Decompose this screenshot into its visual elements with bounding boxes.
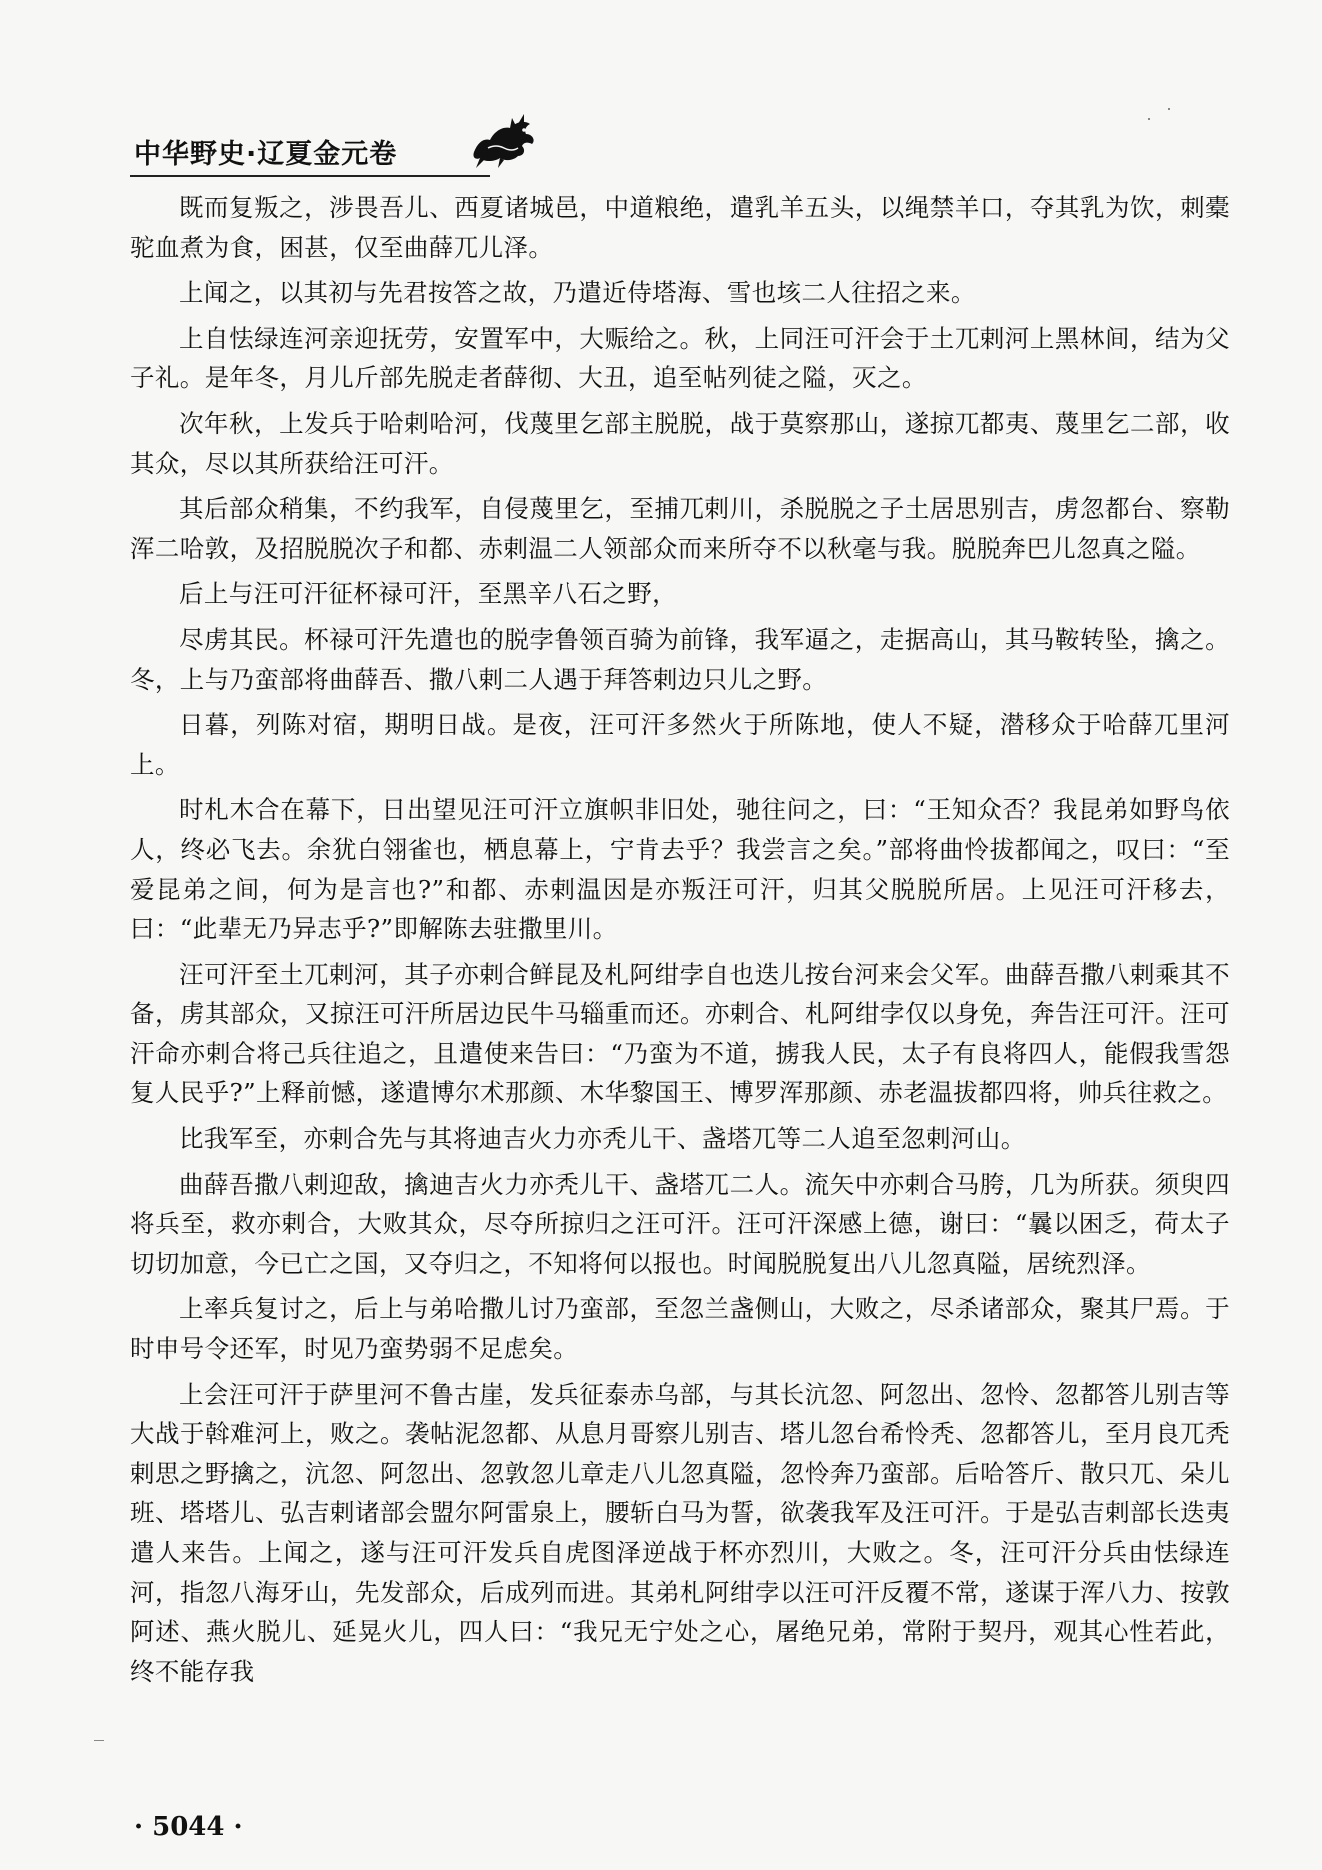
- paragraph: 次年秋，上发兵于哈剌哈河，伐蔑里乞部主脱脱，战于莫察那山，遂掠兀都夷、蔑里乞二部，收其众，尽以其所获给汪可汗。: [130, 408, 1230, 478]
- paragraph: 其后部众稍集，不约我军，自侵蔑里乞，至捕兀剌川，杀脱脱之子土居思别吉，虏忽都台、察勒浑二哈敦，及招脱脱次子和都、赤剌温二人领部众而来所夺不以秋毫与我。脱脱奔巴儿忽真之隘。: [130, 494, 1230, 563]
- paragraph: 后上与汪可汗征杯禄可汗，至黑辛八石之野，: [179, 579, 677, 609]
- page-number: · 5044 ·: [134, 1812, 243, 1842]
- paragraph: 日暮，列陈对宿，期明日战。是夜，汪可汗多然火于所陈地，使人不疑，潜移众于哈薛兀里河上。: [130, 710, 1230, 779]
- paragraph: 上率兵复讨之，后上与弟哈撒儿讨乃蛮部，至忽兰盏侧山，大败之，尽杀诸部众，聚其尸焉。于时申号令还军，时见乃蛮势弱不足虑矣。: [130, 1294, 1230, 1364]
- running-header: [134, 112, 1234, 182]
- header-rule: [130, 175, 490, 177]
- paragraph: 比我军至，亦剌合先与其将迪吉火力亦秃儿干、盏塔兀等二人追至忽剌河山。: [179, 1124, 1026, 1154]
- dragon-emblem-icon: [466, 112, 538, 170]
- paragraph: 上自怯绿连河亲迎抚劳，安置军中，大赈给之。秋，上同汪可汗会于土兀剌河上黑林间，结为父子礼。是年冬，月儿斤部先脱走者薛彻、大丑，追至帖列徒之隘，灭之。: [130, 323, 1230, 393]
- paragraph: 既而复叛之，涉畏吾儿、西夏诸城邑，中道粮绝，遣乳羊五头，以绳禁羊口，夺其乳为饮，刺橐驼血煮为食，困甚，仅至曲薛兀儿泽。: [130, 193, 1230, 262]
- book-title: 中华野史·辽夏金元卷: [134, 139, 398, 170]
- paragraph: 汪可汗至土兀剌河，其子亦剌合鲜昆及札阿绀孛自也迭儿按台河来会父军。曲薛吾撒八剌乘其不备，虏其部众，又掠汪可汗所居边民牛马辎重而还。亦剌合、札阿绀孛仅以身免，奔告汪可汗。汪可汗命亦剌合将己兵往追之，且遣使来告曰：“乃蛮为不道，掳我人民，太子有良将四人，能假我雪怨复人民乎?”上释前憾，遂遣博尔术那颜、木华黎国王、博罗浑那颜、赤老温拔都四将，帅兵往救之。: [130, 959, 1230, 1108]
- paragraph: 曲薛吾撒八剌迎敌，擒迪吉火力亦秃儿干、盏塔兀二人。流矢中亦剌合马胯，几为所获。须臾四将兵至，救亦剌合，大败其众，尽夺所掠归之汪可汗。汪可汗深感上德，谢曰：“曩以困乏，荷太子切切加意，今已亡之国，又夺归之，不知将何以报也。时闻脱脱复出八儿忽真隘，居统烈泽。: [130, 1169, 1230, 1278]
- scan-speck: [1148, 118, 1150, 120]
- paragraph: 上闻之，以其初与先君按答之故，乃遣近侍塔海、雪也垓二人往招之来。: [179, 278, 976, 308]
- body-text: [130, 188, 1230, 1697]
- scan-speck: [94, 1740, 104, 1741]
- paragraph: 时札木合在幕下，日出望见汪可汗立旗帜非旧处，驰往问之，曰：“王知众否？我昆弟如野鸟依人，终必飞去。余犹白翎雀也，栖息幕上，宁肯去乎？我尝言之矣。”部将曲怜拔都闻之，叹曰：“至爱昆弟之间，何为是言也?”和都、赤剌温因是亦叛汪可汗，归其父脱脱所居。上见汪可汗移去，曰：“此辈无乃异志乎?”即解陈去驻撒里川。: [130, 795, 1230, 944]
- paragraph: 上会汪可汗于萨里河不鲁古崖，发兵征泰赤乌部，与其长沆忽、阿忽出、忽怜、忽都答儿别吉等大战于斡难河上，败之。袭帖泥忽都、从息月哥察儿别吉、塔儿忽台希怜秃、忽都答儿，至月良兀秃剌思之野擒之，沆忽、阿忽出、忽敦忽儿章走八儿忽真隘，忽怜奔乃蛮部。后哈答斤、散只兀、朵儿班、塔塔儿、弘吉剌诸部会盟尔阿雷泉上，腰斩白马为誓，欲袭我军及汪可汗。于是弘吉剌部长迭夷遣人来告。上闻之，遂与汪可汗发兵自虎图泽逆战于杯亦烈川，大败之。冬，汪可汗分兵由怯绿连河，指忽八海牙山，先发部众，后成列而进。其弟札阿绀孛以汪可汗反覆不常，遂谋于浑八力、按敦阿述、燕火脱儿、延晃火儿，四人曰：“我兄无宁处之心，屠绝兄弟，常附于契丹，观其心性若此，终不能存我: [130, 1379, 1230, 1686]
- paragraph: 尽虏其民。杯禄可汗先遣也的脱孛鲁领百骑为前锋，我军逼之，走据高山，其马鞍转坠，擒之。冬，上与乃蛮部将曲薛吾、撒八剌二人遇于拜答剌边只儿之野。: [130, 624, 1230, 694]
- scan-speck: [1168, 108, 1170, 110]
